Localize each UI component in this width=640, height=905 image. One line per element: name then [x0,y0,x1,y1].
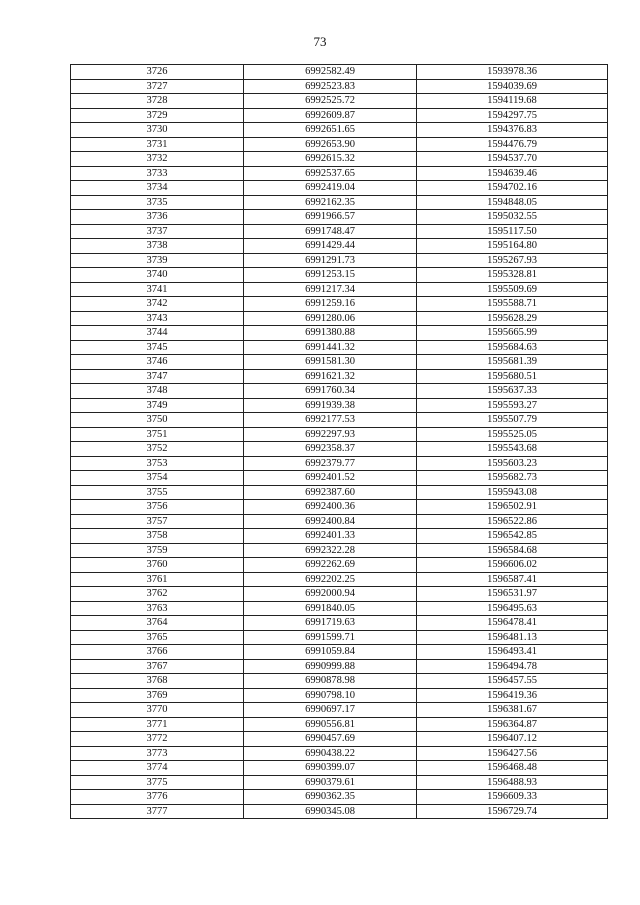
x-coordinate-cell: 6990999.88 [244,659,417,674]
y-coordinate-cell: 1596478.41 [417,616,608,631]
table-row [71,645,608,660]
y-coordinate-cell: 1596481.13 [417,630,608,645]
x-coordinate-cell: 6991719.63 [244,616,417,631]
table-row [71,369,608,384]
point-number-cell: 3755 [71,485,244,500]
y-coordinate-cell: 1594039.69 [417,79,608,94]
page-number: 73 [313,34,327,49]
point-number-cell: 3753 [71,456,244,471]
x-coordinate-cell: 6990379.61 [244,775,417,790]
table-row [71,340,608,355]
table-row [71,732,608,747]
point-number-cell: 3763 [71,601,244,616]
point-number-cell: 3767 [71,659,244,674]
y-coordinate-cell: 1594537.70 [417,152,608,167]
y-coordinate-cell: 1595543.68 [417,442,608,457]
y-coordinate-cell: 1596407.12 [417,732,608,747]
y-coordinate-cell: 1594297.75 [417,108,608,123]
y-coordinate-cell: 1595032.55 [417,210,608,225]
table-row [71,746,608,761]
x-coordinate-cell: 6991621.32 [244,369,417,384]
point-number-cell: 3768 [71,674,244,689]
y-coordinate-cell: 1594376.83 [417,123,608,138]
y-coordinate-cell: 1595267.93 [417,253,608,268]
table-row [71,543,608,558]
table-row [71,297,608,312]
x-coordinate-cell: 6990438.22 [244,746,417,761]
point-number-cell: 3752 [71,442,244,457]
point-number-cell: 3758 [71,529,244,544]
point-number-cell: 3746 [71,355,244,370]
table-row [71,456,608,471]
x-coordinate-cell: 6990798.10 [244,688,417,703]
y-coordinate-cell: 1595117.50 [417,224,608,239]
point-number-cell: 3735 [71,195,244,210]
y-coordinate-cell: 1596468.48 [417,761,608,776]
point-number-cell: 3762 [71,587,244,602]
table-row [71,123,608,138]
x-coordinate-cell: 6992297.93 [244,427,417,442]
y-coordinate-cell: 1593978.36 [417,65,608,80]
y-coordinate-cell: 1595637.33 [417,384,608,399]
y-coordinate-cell: 1596531.97 [417,587,608,602]
x-coordinate-cell: 6992400.36 [244,500,417,515]
point-number-cell: 3776 [71,790,244,805]
y-coordinate-cell: 1596609.33 [417,790,608,805]
y-coordinate-cell: 1596606.02 [417,558,608,573]
point-number-cell: 3769 [71,688,244,703]
x-coordinate-cell: 6992419.04 [244,181,417,196]
x-coordinate-cell: 6991259.16 [244,297,417,312]
y-coordinate-cell: 1595680.51 [417,369,608,384]
table-row [71,427,608,442]
point-number-cell: 3743 [71,311,244,326]
y-coordinate-cell: 1595588.71 [417,297,608,312]
table-row [71,761,608,776]
point-number-cell: 3730 [71,123,244,138]
point-number-cell: 3731 [71,137,244,152]
table-row [71,181,608,196]
point-number-cell: 3751 [71,427,244,442]
y-coordinate-cell: 1595665.99 [417,326,608,341]
table-row [71,471,608,486]
point-number-cell: 3734 [71,181,244,196]
x-coordinate-cell: 6991939.38 [244,398,417,413]
x-coordinate-cell: 6992262.69 [244,558,417,573]
y-coordinate-cell: 1595507.79 [417,413,608,428]
y-coordinate-cell: 1596457.55 [417,674,608,689]
x-coordinate-cell: 6991966.57 [244,210,417,225]
x-coordinate-cell: 6991217.34 [244,282,417,297]
x-coordinate-cell: 6992387.60 [244,485,417,500]
y-coordinate-cell: 1594702.16 [417,181,608,196]
point-number-cell: 3740 [71,268,244,283]
table-row [71,703,608,718]
y-coordinate-cell: 1596522.86 [417,514,608,529]
table-row [71,326,608,341]
y-coordinate-cell: 1596495.63 [417,601,608,616]
y-coordinate-cell: 1595593.27 [417,398,608,413]
point-number-cell: 3770 [71,703,244,718]
x-coordinate-cell: 6992582.49 [244,65,417,80]
point-number-cell: 3760 [71,558,244,573]
y-coordinate-cell: 1596502.91 [417,500,608,515]
table-row [71,65,608,80]
point-number-cell: 3759 [71,543,244,558]
coordinates-table-body [71,65,608,819]
point-number-cell: 3766 [71,645,244,660]
x-coordinate-cell: 6992609.87 [244,108,417,123]
x-coordinate-cell: 6992523.83 [244,79,417,94]
x-coordinate-cell: 6990878.98 [244,674,417,689]
x-coordinate-cell: 6992177.53 [244,413,417,428]
table-row [71,268,608,283]
x-coordinate-cell: 6992615.32 [244,152,417,167]
x-coordinate-cell: 6992322.28 [244,543,417,558]
x-coordinate-cell: 6991840.05 [244,601,417,616]
y-coordinate-cell: 1596427.56 [417,746,608,761]
table-row [71,137,608,152]
table-row [71,659,608,674]
table-row [71,572,608,587]
y-coordinate-cell: 1595603.23 [417,456,608,471]
point-number-cell: 3741 [71,282,244,297]
table-row [71,688,608,703]
point-number-cell: 3756 [71,500,244,515]
x-coordinate-cell: 6990399.07 [244,761,417,776]
y-coordinate-cell: 1595164.80 [417,239,608,254]
table-row [71,311,608,326]
table-row [71,529,608,544]
point-number-cell: 3744 [71,326,244,341]
y-coordinate-cell: 1594639.46 [417,166,608,181]
point-number-cell: 3726 [71,65,244,80]
y-coordinate-cell: 1595682.73 [417,471,608,486]
table-row [71,717,608,732]
coordinates-table [70,64,608,819]
point-number-cell: 3738 [71,239,244,254]
point-number-cell: 3733 [71,166,244,181]
y-coordinate-cell: 1596493.41 [417,645,608,660]
y-coordinate-cell: 1595681.39 [417,355,608,370]
x-coordinate-cell: 6991581.30 [244,355,417,370]
point-number-cell: 3749 [71,398,244,413]
table-row [71,601,608,616]
y-coordinate-cell: 1596584.68 [417,543,608,558]
table-row [71,94,608,109]
x-coordinate-cell: 6991760.34 [244,384,417,399]
table-row [71,224,608,239]
y-coordinate-cell: 1596587.41 [417,572,608,587]
y-coordinate-cell: 1596364.87 [417,717,608,732]
y-coordinate-cell: 1596419.36 [417,688,608,703]
y-coordinate-cell: 1595943.08 [417,485,608,500]
table-row [71,413,608,428]
point-number-cell: 3745 [71,340,244,355]
table-row [71,514,608,529]
x-coordinate-cell: 6992401.52 [244,471,417,486]
point-number-cell: 3729 [71,108,244,123]
y-coordinate-cell: 1595525.05 [417,427,608,442]
x-coordinate-cell: 6990697.17 [244,703,417,718]
point-number-cell: 3775 [71,775,244,790]
table-row [71,616,608,631]
y-coordinate-cell: 1594476.79 [417,137,608,152]
table-row [71,587,608,602]
table-row [71,282,608,297]
table-row [71,108,608,123]
point-number-cell: 3777 [71,804,244,819]
x-coordinate-cell: 6990362.35 [244,790,417,805]
x-coordinate-cell: 6991059.84 [244,645,417,660]
x-coordinate-cell: 6991429.44 [244,239,417,254]
x-coordinate-cell: 6991253.15 [244,268,417,283]
table-row [71,398,608,413]
x-coordinate-cell: 6991441.32 [244,340,417,355]
x-coordinate-cell: 6992401.33 [244,529,417,544]
table-row [71,384,608,399]
point-number-cell: 3761 [71,572,244,587]
y-coordinate-cell: 1595684.63 [417,340,608,355]
table-row [71,485,608,500]
point-number-cell: 3728 [71,94,244,109]
x-coordinate-cell: 6992653.90 [244,137,417,152]
point-number-cell: 3748 [71,384,244,399]
y-coordinate-cell: 1595509.69 [417,282,608,297]
point-number-cell: 3757 [71,514,244,529]
table-row [71,674,608,689]
x-coordinate-cell: 6992202.25 [244,572,417,587]
table-row [71,210,608,225]
point-number-cell: 3739 [71,253,244,268]
table-row [71,79,608,94]
y-coordinate-cell: 1594119.68 [417,94,608,109]
table-row [71,355,608,370]
point-number-cell: 3732 [71,152,244,167]
point-number-cell: 3765 [71,630,244,645]
table-row [71,500,608,515]
point-number-cell: 3754 [71,471,244,486]
x-coordinate-cell: 6990457.69 [244,732,417,747]
y-coordinate-cell: 1595628.29 [417,311,608,326]
table-row [71,442,608,457]
x-coordinate-cell: 6992000.94 [244,587,417,602]
point-number-cell: 3747 [71,369,244,384]
x-coordinate-cell: 6990556.81 [244,717,417,732]
y-coordinate-cell: 1596729.74 [417,804,608,819]
x-coordinate-cell: 6992400.84 [244,514,417,529]
x-coordinate-cell: 6991280.06 [244,311,417,326]
x-coordinate-cell: 6991380.88 [244,326,417,341]
y-coordinate-cell: 1596542.85 [417,529,608,544]
y-coordinate-cell: 1596381.67 [417,703,608,718]
table-row [71,166,608,181]
y-coordinate-cell: 1595328.81 [417,268,608,283]
point-number-cell: 3771 [71,717,244,732]
point-number-cell: 3736 [71,210,244,225]
table-row [71,775,608,790]
x-coordinate-cell: 6992162.35 [244,195,417,210]
x-coordinate-cell: 6992651.65 [244,123,417,138]
y-coordinate-cell: 1594848.05 [417,195,608,210]
point-number-cell: 3742 [71,297,244,312]
x-coordinate-cell: 6990345.08 [244,804,417,819]
point-number-cell: 3774 [71,761,244,776]
x-coordinate-cell: 6991599.71 [244,630,417,645]
table-row [71,558,608,573]
x-coordinate-cell: 6992358.37 [244,442,417,457]
table-row [71,152,608,167]
point-number-cell: 3750 [71,413,244,428]
point-number-cell: 3772 [71,732,244,747]
table-row [71,630,608,645]
table-row [71,239,608,254]
point-number-cell: 3764 [71,616,244,631]
x-coordinate-cell: 6991291.73 [244,253,417,268]
point-number-cell: 3737 [71,224,244,239]
table-row [71,804,608,819]
point-number-cell: 3727 [71,79,244,94]
y-coordinate-cell: 1596494.78 [417,659,608,674]
x-coordinate-cell: 6992537.65 [244,166,417,181]
x-coordinate-cell: 6992379.77 [244,456,417,471]
x-coordinate-cell: 6991748.47 [244,224,417,239]
x-coordinate-cell: 6992525.72 [244,94,417,109]
table-row [71,790,608,805]
y-coordinate-cell: 1596488.93 [417,775,608,790]
table-row [71,253,608,268]
table-row [71,195,608,210]
point-number-cell: 3773 [71,746,244,761]
